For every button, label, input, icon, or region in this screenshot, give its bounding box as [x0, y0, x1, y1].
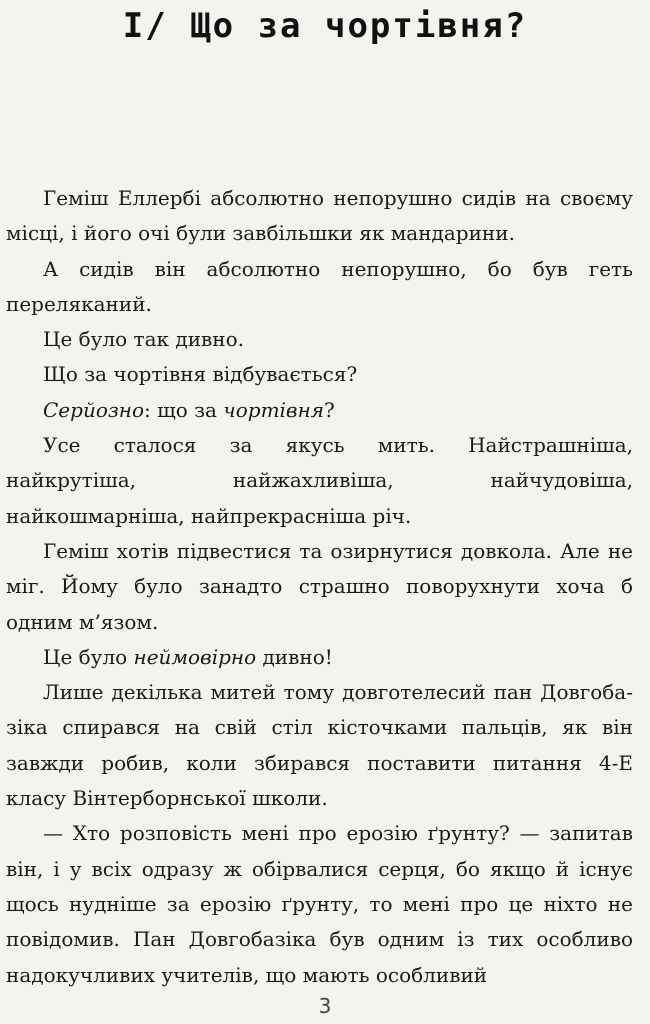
paragraph [6, 252, 633, 323]
text-run: ? [323, 397, 335, 422]
paragraph [6, 393, 633, 428]
text-run: Це було так дивно. [43, 327, 245, 352]
text-run: — Хто розповість мені про ерозію ґрунту? — запитав він, і у всіх одразу ж обірвалися серця, бо якщо й існує щось нудніше за ерозію ґрунту, то мені про це ніхто не повідомив. Пан Довгобазіка був одним із тих особливо надокучливих учителів, що мають особливий [6, 821, 633, 987]
paragraph [6, 816, 633, 992]
text-run: Усе сталося за якусь мить. Найстрашніша, найкрутіша, найжахливіша, найчудовіша, найкошмарніша, найпрекрасніша річ. [6, 433, 633, 528]
text-run: Що за чортівня відбувається? [43, 362, 358, 387]
text-run: : що за [144, 397, 224, 422]
italic-text: неймовірно [133, 644, 257, 669]
paragraph [6, 640, 633, 675]
paragraph [6, 534, 633, 640]
paragraph [6, 322, 633, 357]
page-number: 3 [318, 994, 332, 1018]
paragraph [6, 181, 633, 252]
text-run: Геміш хотів підвестися та озирнутися довкола. Але не міг. Йому було занадто страшно поворухнути хоча б одним м’язом. [6, 538, 633, 634]
paragraph [6, 675, 633, 816]
text-run: дивно! [256, 644, 333, 669]
chapter-body [6, 181, 633, 993]
text-run: А сидів він абсолютно непорушно, бо був геть переляканий. [6, 256, 633, 316]
text-run: Це було [43, 644, 134, 669]
chapter-title: I/ Що за чортівня? [122, 6, 528, 46]
italic-text: Серйозно [43, 397, 144, 422]
text-run: Геміш Еллербі абсолютно непорушно сидів на своєму місці, і його очі були завбільшки як мандарини. [6, 186, 633, 246]
paragraph [6, 357, 633, 392]
paragraph [6, 428, 633, 534]
text-run: Лише декілька митей тому довготелесий пан Довгобазіка спирався на свій стіл кісточками пальців, як він завжди робив, коли збирався поставити питання 4-Е класу Вінтерборнської школи. [6, 680, 633, 811]
italic-text: чортівня [223, 397, 324, 422]
